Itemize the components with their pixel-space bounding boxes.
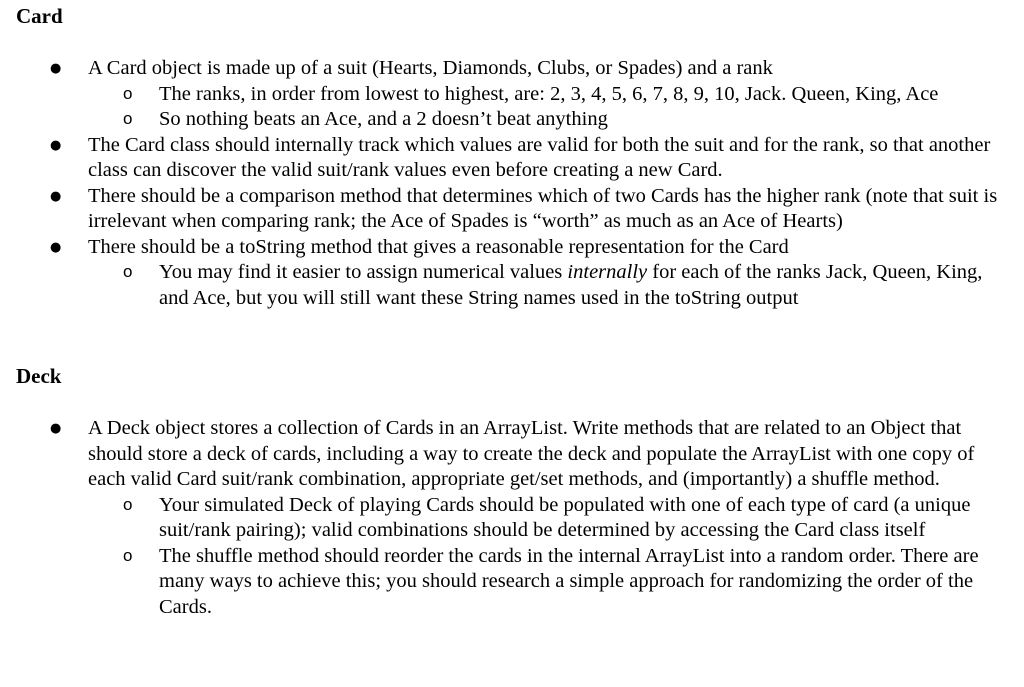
card-bullet-tostring [0,235,1024,312]
deck-section-heading: Deck [16,364,62,388]
card-bullet-valid-values [0,133,1024,184]
deck-bullet-arraylist [0,416,1024,620]
deck-sub-bullet-shuffle [88,544,1012,621]
card-sub-bullet-text-before: You may find it easier to assign numerical values [159,261,568,283]
card-bullet-text: There should be a comparison method that determines which of two Cards has the higher rank (note that suit is irrelevant when comparing rank; the Ace of Spades is “worth” as much as an Ace of Hearts) [88,184,998,232]
deck-bullet-text: A Deck object stores a collection of Cards in an ArrayList. Write methods that are related to an Object that should store a deck of cards, including a way to create the deck and populate the ArrayList with one copy of each valid Card suit/rank combination, appropriate get/set methods, and (importantly) a shuffle method. [88,417,975,490]
card-requirements-list [0,56,1024,311]
card-section-heading: Card [16,4,63,28]
deck-sub-bullet-text: The shuffle method should reorder the cards in the internal ArrayList into a random order. There are many ways to achieve this; you should research a simple approach for randomizing the order of the Cards. [159,544,979,618]
deck-sub-list [88,493,1012,621]
card-sub-bullet-ace-high [88,107,1012,133]
card-sub-bullet-text: So nothing beats an Ace, and a 2 doesn’t beat anything [159,108,608,130]
card-bullet-suit-rank [0,56,1024,133]
deck-requirements-list [0,416,1024,620]
card-sub-bullet-emphasis: internally [567,261,648,283]
card-bullet-text: There should be a toString method that gives a reasonable representation for the Card [88,235,789,258]
card-bullet-comparison [0,184,1024,235]
card-bullet-text: A Card object is made up of a suit (Hearts, Diamonds, Clubs, or Spades) and a rank [88,57,773,79]
card-sub-bullet-text-after: for each of the ranks Jack, Queen, King, and Ace, but you will still want these String names used in the toString output [159,261,983,309]
card-sub-bullet-text: The ranks, in order from lowest to highest, are: 2, 3, 4, 5, 6, 7, 8, 9, 10, Jack. Queen, King, Ace [159,82,939,105]
card-sub-bullet-numeric-values [88,260,1012,311]
card-sub-list [88,260,1012,311]
deck-sub-bullet-text: Your simulated Deck of playing Cards should be populated with one of each type of card (a unique suit/rank pairing); valid combinations should be determined by accessing the Card class itself [159,493,971,541]
card-sub-bullet-rank-order [88,82,1012,108]
card-bullet-text: The Card class should internally track which values are valid for both the suit and for the rank, so that another class can discover the valid suit/rank values even before creating a new Card. [88,133,991,181]
card-sub-list [88,82,1012,133]
deck-sub-bullet-populate [88,493,1012,544]
